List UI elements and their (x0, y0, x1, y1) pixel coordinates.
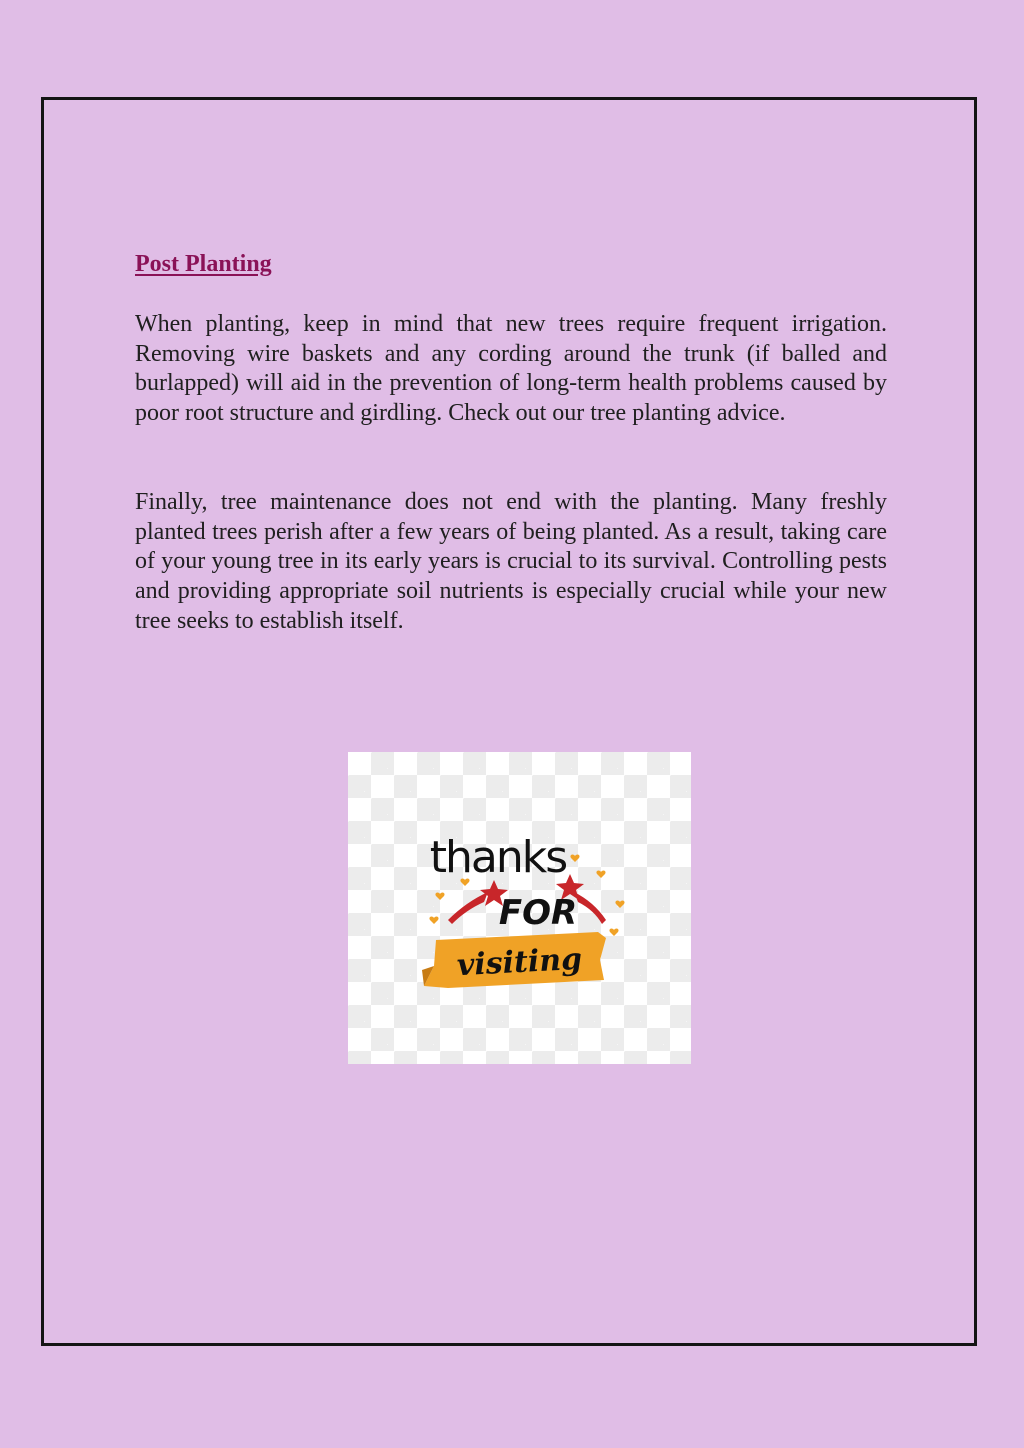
heart-icon (435, 893, 444, 900)
paragraph-maintenance: Finally, tree maintenance does not end with the planting. Many freshly planted trees perish after a few years of being planted. As a result, taking care of your young tree in its early years is crucial to its survival. Controlling pests and providing appropriate soil nutrients is especially crucial while your new tree seeks to establish itself. (135, 489, 887, 634)
thanks-text: thanks (429, 832, 567, 883)
heart-icon (596, 871, 605, 878)
heart-icon (429, 917, 438, 924)
paragraph-irrigation: When planting, keep in mind that new trees require frequent irrigation. Removing wire baskets and any cording around the trunk (if balled and burlapped) will aid in the prevention of long-term health problems caused by poor root structure and girdling. Check out our tree planting advice. (135, 311, 887, 427)
visiting-text: visiting (456, 941, 583, 984)
heart-icon (615, 901, 624, 908)
thanks-graphic (348, 752, 691, 1064)
thanks-for-visiting-image (348, 752, 691, 1064)
for-text: FOR (498, 893, 578, 933)
heart-icon (570, 855, 579, 862)
section-heading: Post Planting (135, 251, 272, 277)
heart-icon (609, 929, 618, 936)
page-border (41, 97, 977, 1346)
